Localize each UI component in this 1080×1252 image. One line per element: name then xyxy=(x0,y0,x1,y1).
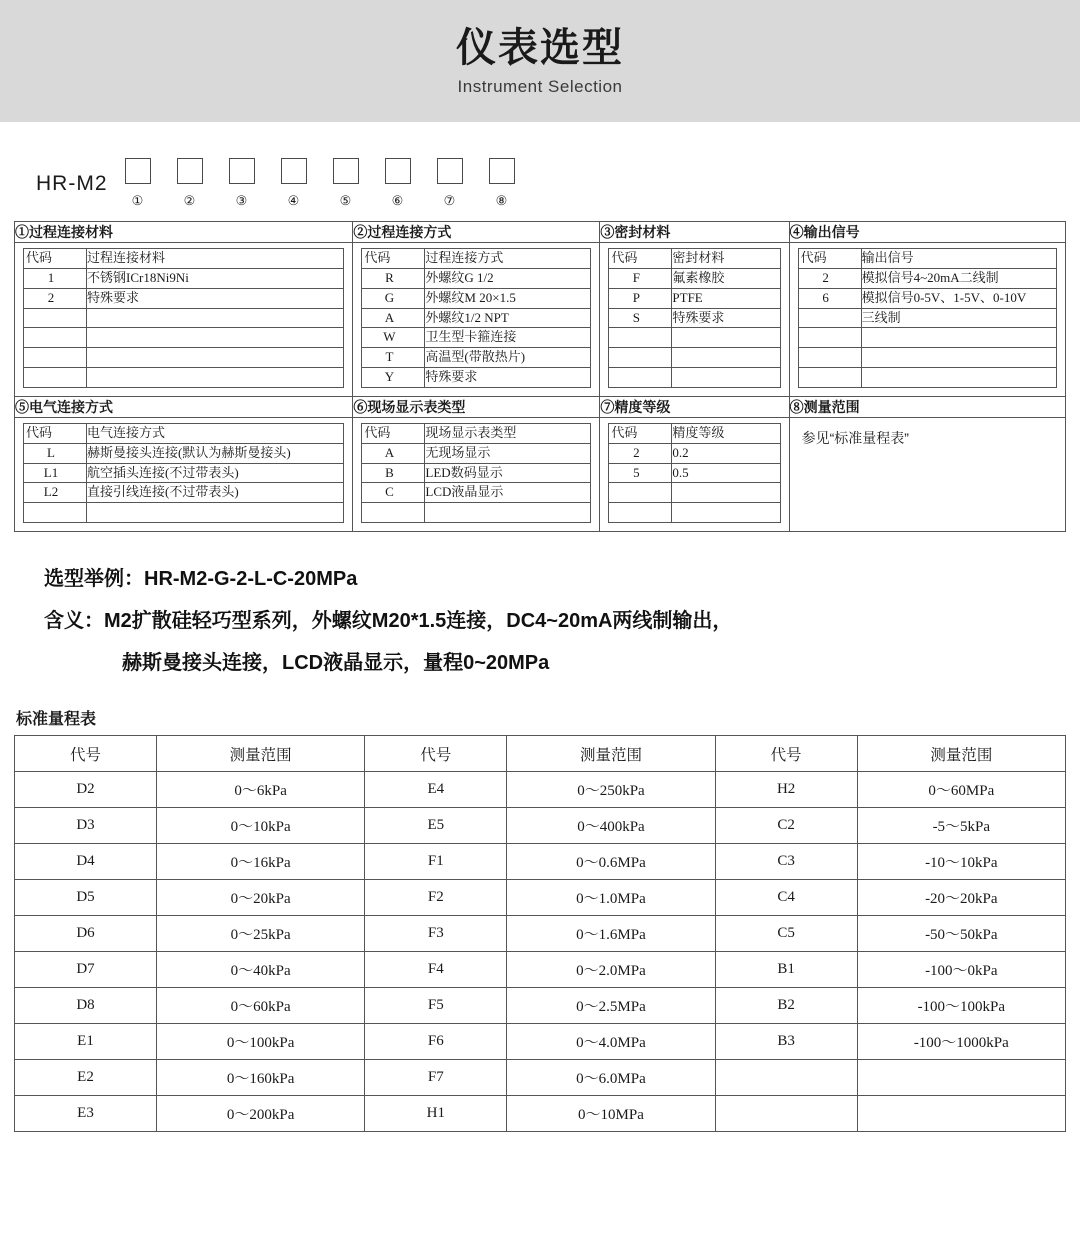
row-code: A xyxy=(362,443,425,463)
col-head-code: 代码 xyxy=(362,249,425,269)
table-row xyxy=(609,503,780,523)
table-row xyxy=(362,368,591,388)
table-row xyxy=(15,880,1066,916)
table-row xyxy=(24,249,344,269)
page-title: 仪表选型 xyxy=(456,26,624,70)
range-cell: 0～1.0MPa xyxy=(507,880,715,916)
table-row xyxy=(609,268,780,288)
table-row xyxy=(15,916,1066,952)
table-row xyxy=(609,308,780,328)
row-desc: LED数码显示 xyxy=(425,463,591,483)
row-desc: 高温型(带散热片) xyxy=(425,348,591,368)
table-row xyxy=(24,348,344,368)
code-box-item xyxy=(372,158,424,209)
table-row xyxy=(15,1060,1066,1096)
row-desc: 直接引线连接(不过带表头) xyxy=(87,483,344,503)
range-reference-note: 参见“标准量程表” xyxy=(801,429,909,446)
table-row xyxy=(15,1024,1066,1060)
col-head-code: 代码 xyxy=(798,249,861,269)
range-col-header: 代号 xyxy=(365,736,507,772)
table-row xyxy=(24,503,344,523)
row-desc: 0.2 xyxy=(672,443,780,463)
range-cell: E2 xyxy=(15,1060,157,1096)
table-row xyxy=(609,423,780,443)
example-line-1: 选型举例：HR-M2-G-2-L-C-20MPa xyxy=(44,568,358,591)
row-code: C xyxy=(362,483,425,503)
col-head-desc: 过程连接方式 xyxy=(425,249,591,269)
page-header xyxy=(0,0,1080,122)
table-row xyxy=(15,1096,1066,1132)
options-body-row-2 xyxy=(15,417,1066,531)
row-code: L2 xyxy=(24,483,87,503)
range-cell: H2 xyxy=(715,772,857,808)
range-table-title: 标准量程表 xyxy=(16,711,97,729)
table-row xyxy=(24,368,344,388)
range-cell: D2 xyxy=(15,772,157,808)
example-line-3: 赫斯曼接头连接，LCD液晶显示，量程0~20MPa xyxy=(122,652,550,675)
row-code: W xyxy=(362,328,425,348)
range-cell: F4 xyxy=(365,952,507,988)
row-code: F xyxy=(609,268,672,288)
table-row xyxy=(362,463,591,483)
range-cell: 0～160kPa xyxy=(157,1060,365,1096)
row-desc: LCD液晶显示 xyxy=(425,483,591,503)
table-row xyxy=(798,328,1056,348)
range-cell: D6 xyxy=(15,916,157,952)
table-row xyxy=(362,443,591,463)
range-cell: D7 xyxy=(15,952,157,988)
row-code: 1 xyxy=(24,268,87,288)
section-body-7 xyxy=(600,417,789,531)
table-row xyxy=(362,483,591,503)
range-cell: E4 xyxy=(365,772,507,808)
range-cell: 0～10MPa xyxy=(507,1096,715,1132)
range-cell: C3 xyxy=(715,844,857,880)
range-cell: 0～250kPa xyxy=(507,772,715,808)
range-col-header: 代号 xyxy=(15,736,157,772)
col-head-code: 代码 xyxy=(609,249,672,269)
range-cell: C5 xyxy=(715,916,857,952)
range-cell: -10～10kPa xyxy=(857,844,1065,880)
section-title-7: ⑦精度等级 xyxy=(600,396,789,417)
row-desc: 无现场显示 xyxy=(425,443,591,463)
table-row xyxy=(362,503,591,523)
row-desc: 外螺纹G 1/2 xyxy=(425,268,591,288)
row-code: 2 xyxy=(609,443,672,463)
col-head-desc: 密封材料 xyxy=(672,249,780,269)
model-prefix: HR-M2 xyxy=(36,171,108,195)
table-row xyxy=(15,844,1066,880)
options-table xyxy=(14,221,1066,532)
code-box-6[interactable] xyxy=(385,158,411,184)
table-row xyxy=(24,308,344,328)
range-cell: F7 xyxy=(365,1060,507,1096)
table-row xyxy=(609,463,780,483)
table-row xyxy=(362,249,591,269)
range-cell: E5 xyxy=(365,808,507,844)
range-cell: B3 xyxy=(715,1024,857,1060)
table-row xyxy=(798,368,1056,388)
range-cell: F1 xyxy=(365,844,507,880)
code-box-item xyxy=(112,158,164,209)
section-body-6 xyxy=(353,417,600,531)
range-cell: 0～60MPa xyxy=(857,772,1065,808)
col-head-desc: 精度等级 xyxy=(672,423,780,443)
range-cell: 0～6.0MPa xyxy=(507,1060,715,1096)
range-cell xyxy=(715,1060,857,1096)
range-cell: F5 xyxy=(365,988,507,1024)
code-box-4[interactable] xyxy=(281,158,307,184)
range-cell: -100～100kPa xyxy=(857,988,1065,1024)
range-col-header: 代号 xyxy=(715,736,857,772)
row-desc: 外螺纹1/2 NPT xyxy=(425,308,591,328)
table-row xyxy=(24,443,344,463)
code-box-3[interactable] xyxy=(229,158,255,184)
range-cell: F6 xyxy=(365,1024,507,1060)
range-cell: -100～0kPa xyxy=(857,952,1065,988)
code-marker-6: ⑥ xyxy=(391,193,404,208)
row-desc: 特殊要求 xyxy=(87,288,344,308)
range-cell: F3 xyxy=(365,916,507,952)
row-code: G xyxy=(362,288,425,308)
range-cell: 0～60kPa xyxy=(157,988,365,1024)
range-cell xyxy=(857,1060,1065,1096)
col-head-desc: 输出信号 xyxy=(861,249,1056,269)
row-desc: 三线制 xyxy=(861,308,1056,328)
table-row xyxy=(362,328,591,348)
row-code: Y xyxy=(362,368,425,388)
section-body-2 xyxy=(353,243,600,397)
range-col-header: 测量范围 xyxy=(157,736,365,772)
code-marker-1: ① xyxy=(131,193,144,208)
range-header-row xyxy=(15,736,1066,772)
table-row xyxy=(362,288,591,308)
row-desc: 特殊要求 xyxy=(425,368,591,388)
row-desc: 模拟信号0-5V、1-5V、0-10V xyxy=(861,288,1056,308)
section-body-8 xyxy=(789,417,1065,531)
section-title-5: ⑤电气连接方式 xyxy=(15,396,353,417)
range-cell: C2 xyxy=(715,808,857,844)
table-row xyxy=(798,288,1056,308)
code-marker-4: ④ xyxy=(287,193,300,208)
row-desc: PTFE xyxy=(672,288,780,308)
code-box-7[interactable] xyxy=(437,158,463,184)
section-title-4: ④输出信号 xyxy=(789,222,1065,243)
selection-example xyxy=(14,558,1066,684)
range-cell: H1 xyxy=(365,1096,507,1132)
table-row xyxy=(798,348,1056,368)
range-cell: D4 xyxy=(15,844,157,880)
range-cell: D5 xyxy=(15,880,157,916)
row-desc: 航空插头连接(不过带表头) xyxy=(87,463,344,483)
table-row xyxy=(609,249,780,269)
range-cell: 0～200kPa xyxy=(157,1096,365,1132)
row-code: T xyxy=(362,348,425,368)
range-cell: D8 xyxy=(15,988,157,1024)
range-cell: C4 xyxy=(715,880,857,916)
code-marker-2: ② xyxy=(183,193,196,208)
page-content xyxy=(0,158,1080,1132)
options-title-row-2 xyxy=(15,396,1066,417)
range-cell: D3 xyxy=(15,808,157,844)
range-cell: 0～16kPa xyxy=(157,844,365,880)
row-code: L1 xyxy=(24,463,87,483)
code-box-8[interactable] xyxy=(489,158,515,184)
range-cell: 0～20kPa xyxy=(157,880,365,916)
code-box-item xyxy=(164,158,216,209)
code-marker-3: ③ xyxy=(235,193,248,208)
row-desc: 模拟信号4~20mA二线制 xyxy=(861,268,1056,288)
range-cell: 0～2.0MPa xyxy=(507,952,715,988)
row-code: L xyxy=(24,443,87,463)
table-row xyxy=(609,288,780,308)
code-box-2[interactable] xyxy=(177,158,203,184)
row-desc: 特殊要求 xyxy=(672,308,780,328)
range-cell: 0～25kPa xyxy=(157,916,365,952)
range-cell: 0～4.0MPa xyxy=(507,1024,715,1060)
code-box-5[interactable] xyxy=(333,158,359,184)
table-row xyxy=(362,268,591,288)
code-box-item xyxy=(476,158,528,209)
table-row xyxy=(24,423,344,443)
code-box-item xyxy=(216,158,268,209)
range-col-header: 测量范围 xyxy=(857,736,1065,772)
code-marker-7: ⑦ xyxy=(443,193,456,208)
table-row xyxy=(15,808,1066,844)
range-cell xyxy=(715,1096,857,1132)
range-cell: 0～0.6MPa xyxy=(507,844,715,880)
code-box-group xyxy=(112,158,528,209)
code-box-item xyxy=(268,158,320,209)
row-code: 6 xyxy=(798,288,861,308)
section-body-5 xyxy=(15,417,353,531)
table-row xyxy=(609,368,780,388)
range-cell: -50～50kPa xyxy=(857,916,1065,952)
range-cell: -5～5kPa xyxy=(857,808,1065,844)
table-row xyxy=(362,348,591,368)
col-head-desc: 电气连接方式 xyxy=(87,423,344,443)
section-title-3: ③密封材料 xyxy=(600,222,789,243)
options-title-row-1 xyxy=(15,222,1066,243)
section-body-4 xyxy=(789,243,1065,397)
table-row xyxy=(15,772,1066,808)
row-desc: 卫生型卡箍连接 xyxy=(425,328,591,348)
range-cell: B1 xyxy=(715,952,857,988)
options-body-row-1 xyxy=(15,243,1066,397)
table-row xyxy=(15,988,1066,1024)
range-cell: -20～20kPa xyxy=(857,880,1065,916)
range-cell: 0～10kPa xyxy=(157,808,365,844)
code-marker-8: ⑧ xyxy=(495,193,508,208)
range-col-header: 测量范围 xyxy=(507,736,715,772)
range-cell xyxy=(857,1096,1065,1132)
code-box-item xyxy=(424,158,476,209)
table-row xyxy=(798,308,1056,328)
col-head-desc: 过程连接材料 xyxy=(87,249,344,269)
table-row xyxy=(24,483,344,503)
range-cell: 0～100kPa xyxy=(157,1024,365,1060)
row-code: A xyxy=(362,308,425,328)
row-desc: 0.5 xyxy=(672,463,780,483)
table-row xyxy=(24,288,344,308)
row-desc: 氟素橡胶 xyxy=(672,268,780,288)
range-cell: F2 xyxy=(365,880,507,916)
row-desc: 不锈钢ICr18Ni9Ni xyxy=(87,268,344,288)
col-head-code: 代码 xyxy=(24,249,87,269)
table-row xyxy=(362,423,591,443)
code-box-item xyxy=(320,158,372,209)
table-row xyxy=(609,483,780,503)
range-cell: B2 xyxy=(715,988,857,1024)
table-row xyxy=(24,463,344,483)
example-line-2: 含义：M2扩散硅轻巧型系列，外螺纹M20*1.5连接，DC4~20mA两线制输出， xyxy=(44,610,733,633)
section-body-1 xyxy=(15,243,353,397)
table-row xyxy=(24,268,344,288)
range-cell: 0～2.5MPa xyxy=(507,988,715,1024)
range-cell: 0～40kPa xyxy=(157,952,365,988)
row-code: R xyxy=(362,268,425,288)
section-title-1: ①过程连接材料 xyxy=(15,222,353,243)
row-code: 2 xyxy=(24,288,87,308)
table-row xyxy=(798,268,1056,288)
range-cell: 0～1.6MPa xyxy=(507,916,715,952)
row-code: B xyxy=(362,463,425,483)
row-code: S xyxy=(609,308,672,328)
section-title-2: ②过程连接方式 xyxy=(353,222,600,243)
table-row xyxy=(609,328,780,348)
col-head-code: 代码 xyxy=(609,423,672,443)
range-cell: E1 xyxy=(15,1024,157,1060)
range-cell: E3 xyxy=(15,1096,157,1132)
model-code-row xyxy=(36,158,1066,209)
code-marker-5: ⑤ xyxy=(339,193,352,208)
row-code xyxy=(798,308,861,328)
row-code: P xyxy=(609,288,672,308)
col-head-code: 代码 xyxy=(24,423,87,443)
table-row xyxy=(609,443,780,463)
table-row xyxy=(15,952,1066,988)
col-head-code: 代码 xyxy=(362,423,425,443)
table-row xyxy=(609,348,780,368)
section-body-3 xyxy=(600,243,789,397)
range-cell: 0～6kPa xyxy=(157,772,365,808)
range-cell: 0～400kPa xyxy=(507,808,715,844)
row-code: 2 xyxy=(798,268,861,288)
row-desc: 赫斯曼接头连接(默认为赫斯曼接头) xyxy=(87,443,344,463)
code-box-1[interactable] xyxy=(125,158,151,184)
row-code: 5 xyxy=(609,463,672,483)
range-cell: -100～1000kPa xyxy=(857,1024,1065,1060)
page-subtitle: Instrument Selection xyxy=(457,77,623,96)
table-row xyxy=(362,308,591,328)
row-desc: 外螺纹M 20×1.5 xyxy=(425,288,591,308)
section-title-6: ⑥现场显示表类型 xyxy=(353,396,600,417)
col-head-desc: 现场显示表类型 xyxy=(425,423,591,443)
section-title-8: ⑧测量范围 xyxy=(789,396,1065,417)
range-table xyxy=(14,735,1066,1132)
table-row xyxy=(24,328,344,348)
table-row xyxy=(798,249,1056,269)
